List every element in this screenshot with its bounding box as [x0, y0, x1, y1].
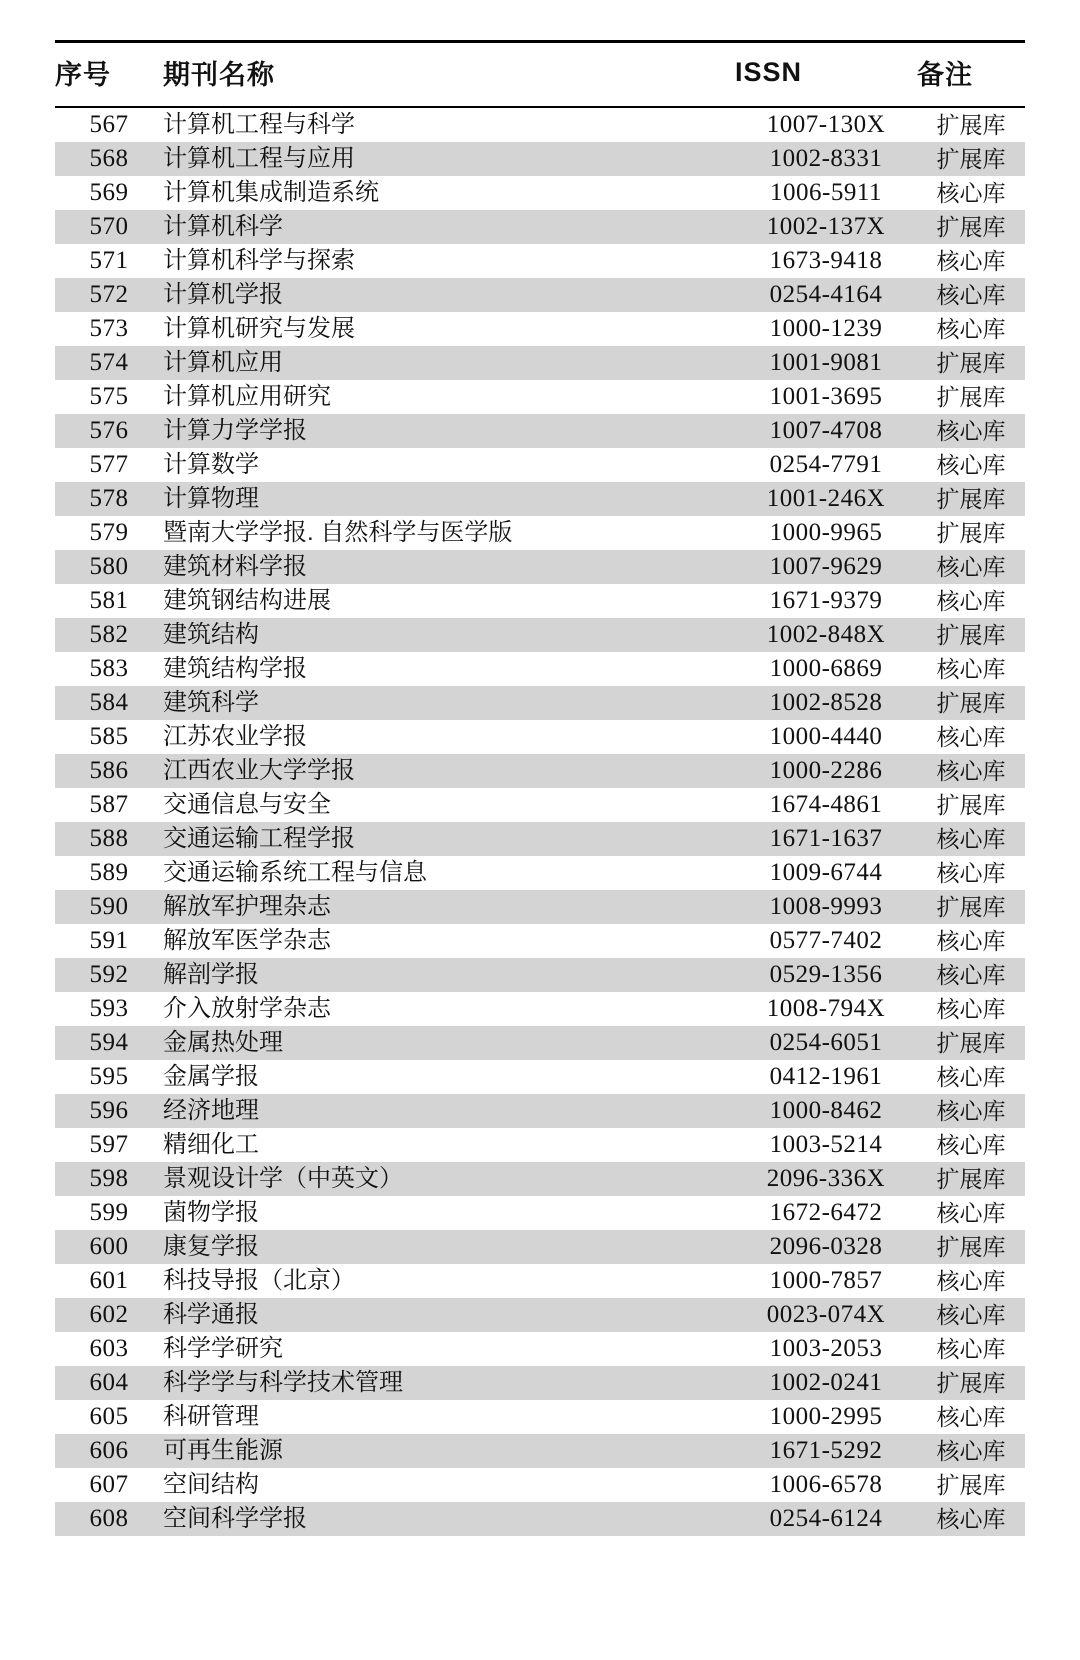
- table-row: [55, 584, 1025, 618]
- cell-note: 核心库: [917, 1502, 1025, 1536]
- table-row: [55, 924, 1025, 958]
- table-row: [55, 1162, 1025, 1196]
- table-row: [55, 516, 1025, 550]
- cell-journal-name: 解剖学报: [163, 958, 735, 992]
- cell-note: 核心库: [936, 1336, 1006, 1362]
- cell-issn: 0577-7402: [769, 927, 883, 954]
- cell-issn: 0254-4164: [735, 278, 917, 312]
- cell-journal-name: 科学学研究: [163, 1335, 283, 1362]
- table-body: [55, 107, 1025, 1536]
- cell-journal-name: 可再生能源: [163, 1434, 735, 1468]
- cell-note: 核心库: [917, 1434, 1025, 1468]
- cell-journal-name: 计算机应用: [163, 346, 735, 380]
- cell-journal-name: 计算机工程与科学: [163, 111, 355, 138]
- cell-note: 核心库: [917, 278, 1025, 312]
- table-row: [55, 482, 1025, 516]
- cell-note: 核心库: [936, 724, 1006, 750]
- cell-issn: 0254-6124: [735, 1502, 917, 1536]
- table-row: [55, 176, 1025, 210]
- cell-note: 扩展库: [917, 210, 1025, 244]
- cell-note: 核心库: [917, 958, 1025, 992]
- cell-no: 583: [89, 655, 129, 682]
- table-row: [55, 1400, 1025, 1434]
- column-header-journal-name: 期刊名称: [163, 42, 735, 108]
- table-row: [55, 788, 1025, 822]
- cell-issn: 1002-0241: [735, 1366, 917, 1400]
- cell-issn: 1003-5214: [769, 1131, 883, 1158]
- cell-note: 扩展库: [936, 792, 1006, 818]
- cell-journal-name: 江西农业大学学报: [163, 754, 735, 788]
- table-row: [55, 1196, 1025, 1230]
- cell-issn: 1007-130X: [766, 111, 886, 138]
- cell-note: 核心库: [936, 656, 1006, 682]
- cell-note: 核心库: [936, 1132, 1006, 1158]
- cell-issn: 1008-9993: [735, 890, 917, 924]
- cell-note: 扩展库: [917, 346, 1025, 380]
- cell-issn: 1671-1637: [735, 822, 917, 856]
- cell-journal-name: 金属热处理: [163, 1026, 735, 1060]
- cell-note: 核心库: [936, 180, 1006, 206]
- cell-no: 569: [89, 179, 129, 206]
- cell-no: 593: [89, 995, 129, 1022]
- cell-journal-name: 建筑钢结构进展: [163, 587, 331, 614]
- cell-no: 588: [55, 822, 163, 856]
- cell-note: 核心库: [917, 550, 1025, 584]
- cell-issn: 0023-074X: [735, 1298, 917, 1332]
- table-row: [55, 1332, 1025, 1366]
- table-row: [55, 312, 1025, 346]
- cell-no: 605: [89, 1403, 129, 1430]
- cell-journal-name: 科学学与科学技术管理: [163, 1366, 735, 1400]
- cell-journal-name: 康复学报: [163, 1230, 735, 1264]
- cell-note: 核心库: [936, 1404, 1006, 1430]
- cell-note: 扩展库: [936, 112, 1006, 138]
- cell-note: 扩展库: [917, 1026, 1025, 1060]
- cell-issn: 1006-5911: [770, 179, 882, 206]
- cell-journal-name: 空间结构: [163, 1471, 259, 1498]
- cell-journal-name: 计算机学报: [163, 278, 735, 312]
- cell-journal-name: 计算物理: [163, 482, 735, 516]
- table-row: [55, 720, 1025, 754]
- cell-note: 核心库: [936, 996, 1006, 1022]
- cell-journal-name: 计算机应用研究: [163, 383, 331, 410]
- table-row: [55, 244, 1025, 278]
- cell-issn: 1672-6472: [769, 1199, 883, 1226]
- table-row: [55, 414, 1025, 448]
- cell-journal-name: 计算机研究与发展: [163, 315, 355, 342]
- cell-issn: 0254-7791: [769, 451, 883, 478]
- cell-note: 扩展库: [917, 142, 1025, 176]
- cell-no: 589: [89, 859, 129, 886]
- cell-note: 核心库: [936, 1064, 1006, 1090]
- cell-journal-name: 经济地理: [163, 1094, 735, 1128]
- cell-no: 606: [55, 1434, 163, 1468]
- cell-journal-name: 计算数学: [163, 451, 259, 478]
- cell-note: 扩展库: [936, 520, 1006, 546]
- table-row: [55, 958, 1025, 992]
- cell-issn: 1002-8331: [735, 142, 917, 176]
- cell-no: 594: [55, 1026, 163, 1060]
- cell-no: 578: [55, 482, 163, 516]
- table-row: [55, 1468, 1025, 1502]
- cell-no: 591: [89, 927, 129, 954]
- cell-journal-name: 精细化工: [163, 1131, 259, 1158]
- cell-no: 598: [55, 1162, 163, 1196]
- cell-no: 575: [89, 383, 129, 410]
- cell-note: 扩展库: [917, 1230, 1025, 1264]
- cell-no: 603: [89, 1335, 129, 1362]
- cell-issn: 1673-9418: [769, 247, 883, 274]
- cell-journal-name: 科技导报（北京）: [163, 1267, 355, 1294]
- table-row: [55, 278, 1025, 312]
- cell-no: 602: [55, 1298, 163, 1332]
- cell-journal-name: 交通信息与安全: [163, 791, 331, 818]
- cell-no: 590: [55, 890, 163, 924]
- cell-issn: 1002-137X: [735, 210, 917, 244]
- cell-journal-name: 介入放射学杂志: [163, 995, 331, 1022]
- cell-journal-name: 景观设计学（中英文）: [163, 1162, 735, 1196]
- cell-note: 核心库: [936, 1268, 1006, 1294]
- cell-issn: 1000-7857: [769, 1267, 883, 1294]
- cell-issn: 2096-0328: [735, 1230, 917, 1264]
- cell-issn: 1007-4708: [735, 414, 917, 448]
- cell-journal-name: 暨南大学学报. 自然科学与医学版: [163, 519, 513, 546]
- cell-issn: 0412-1961: [769, 1063, 883, 1090]
- cell-issn: 1671-9379: [769, 587, 883, 614]
- cell-journal-name: 交通运输工程学报: [163, 822, 735, 856]
- cell-journal-name: 计算机科学: [163, 210, 735, 244]
- cell-note: 核心库: [917, 414, 1025, 448]
- cell-no: 592: [55, 958, 163, 992]
- table-row: [55, 1128, 1025, 1162]
- cell-journal-name: 解放军护理杂志: [163, 890, 735, 924]
- cell-no: 599: [89, 1199, 129, 1226]
- cell-journal-name: 江苏农业学报: [163, 723, 307, 750]
- cell-no: 572: [55, 278, 163, 312]
- table-row: [55, 856, 1025, 890]
- cell-note: 核心库: [936, 860, 1006, 886]
- cell-issn: 0254-6051: [735, 1026, 917, 1060]
- cell-note: 扩展库: [917, 890, 1025, 924]
- cell-note: 核心库: [917, 1298, 1025, 1332]
- cell-issn: 1003-2053: [769, 1335, 883, 1362]
- cell-journal-name: 建筑科学: [163, 686, 735, 720]
- cell-journal-name: 金属学报: [163, 1063, 259, 1090]
- cell-note: 扩展库: [917, 1366, 1025, 1400]
- cell-no: 608: [55, 1502, 163, 1536]
- cell-issn: 1000-8462: [735, 1094, 917, 1128]
- cell-journal-name: 建筑结构: [163, 618, 735, 652]
- table-row: [55, 1026, 1025, 1060]
- cell-no: 580: [55, 550, 163, 584]
- cell-note: 核心库: [936, 928, 1006, 954]
- cell-journal-name: 科研管理: [163, 1403, 259, 1430]
- cell-journal-name: 建筑材料学报: [163, 550, 735, 584]
- cell-no: 574: [55, 346, 163, 380]
- cell-note: 核心库: [936, 452, 1006, 478]
- cell-no: 601: [89, 1267, 129, 1294]
- cell-note: 扩展库: [917, 482, 1025, 516]
- table-row: [55, 1264, 1025, 1298]
- cell-issn: 1007-9629: [735, 550, 917, 584]
- table-row: [55, 652, 1025, 686]
- cell-journal-name: 解放军医学杂志: [163, 927, 331, 954]
- cell-issn: 0529-1356: [735, 958, 917, 992]
- cell-no: 582: [55, 618, 163, 652]
- table-row: [55, 1094, 1025, 1128]
- table-row: [55, 142, 1025, 176]
- cell-no: 596: [55, 1094, 163, 1128]
- cell-note: 扩展库: [917, 1162, 1025, 1196]
- table-row: [55, 1298, 1025, 1332]
- journal-list-table: [55, 40, 1025, 1536]
- cell-journal-name: 计算机工程与应用: [163, 142, 735, 176]
- cell-journal-name: 交通运输系统工程与信息: [163, 859, 427, 886]
- cell-no: 570: [55, 210, 163, 244]
- cell-issn: 1000-2995: [769, 1403, 883, 1430]
- cell-issn: 1002-848X: [735, 618, 917, 652]
- cell-no: 567: [89, 111, 129, 138]
- cell-no: 587: [89, 791, 129, 818]
- table-row: [55, 550, 1025, 584]
- cell-no: 579: [89, 519, 129, 546]
- cell-note: 核心库: [936, 248, 1006, 274]
- table-row: [55, 1060, 1025, 1094]
- column-header-issn: ISSN: [735, 42, 917, 108]
- cell-issn: 1000-1239: [769, 315, 883, 342]
- table-row: [55, 890, 1025, 924]
- cell-issn: 1001-3695: [769, 383, 883, 410]
- cell-no: 571: [89, 247, 129, 274]
- cell-no: 595: [89, 1063, 129, 1090]
- cell-journal-name: 科学通报: [163, 1298, 735, 1332]
- cell-issn: 1002-8528: [735, 686, 917, 720]
- table-row: [55, 618, 1025, 652]
- cell-no: 597: [89, 1131, 129, 1158]
- cell-note: 核心库: [936, 588, 1006, 614]
- table-row: [55, 448, 1025, 482]
- cell-issn: 1000-6869: [769, 655, 883, 682]
- table-row: [55, 1366, 1025, 1400]
- cell-no: 573: [89, 315, 129, 342]
- cell-journal-name: 计算机集成制造系统: [163, 179, 379, 206]
- cell-no: 607: [89, 1471, 129, 1498]
- table-row: [55, 380, 1025, 414]
- cell-issn: 1001-246X: [735, 482, 917, 516]
- cell-no: 577: [89, 451, 129, 478]
- table-row: [55, 992, 1025, 1026]
- cell-journal-name: 菌物学报: [163, 1199, 259, 1226]
- table-row: [55, 210, 1025, 244]
- cell-no: 604: [55, 1366, 163, 1400]
- cell-issn: 1671-5292: [735, 1434, 917, 1468]
- cell-note: 扩展库: [917, 686, 1025, 720]
- table-row: [55, 1434, 1025, 1468]
- cell-no: 585: [89, 723, 129, 750]
- cell-no: 581: [89, 587, 129, 614]
- column-header-no: 序号: [55, 42, 163, 108]
- table-row: [55, 1502, 1025, 1536]
- cell-no: 568: [55, 142, 163, 176]
- cell-note: 扩展库: [917, 618, 1025, 652]
- table-row: [55, 822, 1025, 856]
- table-row: [55, 346, 1025, 380]
- cell-note: 核心库: [936, 1200, 1006, 1226]
- cell-no: 576: [55, 414, 163, 448]
- cell-issn: 1674-4861: [769, 791, 883, 818]
- cell-issn: 1000-4440: [769, 723, 883, 750]
- cell-journal-name: 计算力学学报: [163, 414, 735, 448]
- cell-issn: 1009-6744: [769, 859, 883, 886]
- cell-no: 586: [55, 754, 163, 788]
- cell-issn: 1000-9965: [769, 519, 883, 546]
- cell-journal-name: 建筑结构学报: [163, 655, 307, 682]
- table-row: [55, 107, 1025, 142]
- cell-issn: 1001-9081: [735, 346, 917, 380]
- table-row: [55, 686, 1025, 720]
- cell-issn: 1006-6578: [769, 1471, 883, 1498]
- cell-note: 核心库: [917, 822, 1025, 856]
- cell-issn: 1008-794X: [766, 995, 886, 1022]
- table-row: [55, 1230, 1025, 1264]
- cell-note: 扩展库: [936, 384, 1006, 410]
- table-header: [55, 42, 1025, 108]
- column-header-note: 备注: [917, 42, 1025, 108]
- cell-note: 核心库: [917, 1094, 1025, 1128]
- table-row: [55, 754, 1025, 788]
- cell-issn: 2096-336X: [735, 1162, 917, 1196]
- cell-issn: 1000-2286: [735, 754, 917, 788]
- cell-no: 584: [55, 686, 163, 720]
- table-header-row: [55, 42, 1025, 108]
- cell-no: 600: [55, 1230, 163, 1264]
- cell-journal-name: 计算机科学与探索: [163, 247, 355, 274]
- cell-note: 扩展库: [936, 1472, 1006, 1498]
- cell-note: 核心库: [936, 316, 1006, 342]
- cell-note: 核心库: [917, 754, 1025, 788]
- cell-journal-name: 空间科学学报: [163, 1502, 735, 1536]
